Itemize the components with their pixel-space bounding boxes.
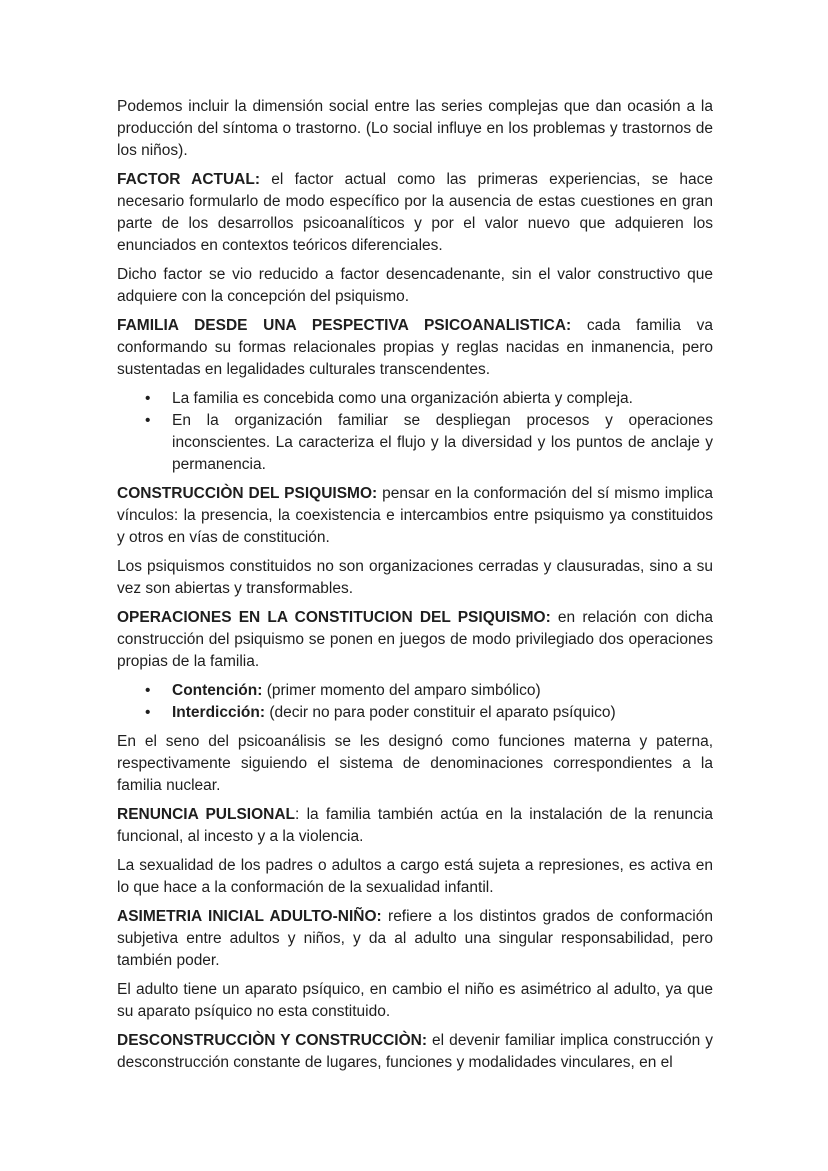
bold-run: DESCONSTRUCCIÒN Y CONSTRUCCIÒN: bbox=[117, 1032, 428, 1049]
list-item bbox=[117, 680, 713, 702]
paragraph bbox=[117, 979, 713, 1023]
paragraph bbox=[117, 315, 713, 381]
text-run: La sexualidad de los padres o adultos a cargo está sujeta a represiones, es activa en lo que hace a la conformación de la sexualidad infantil. bbox=[117, 857, 713, 896]
paragraph bbox=[117, 169, 713, 257]
text-run: cada familia va conformando su formas relacionales propias y reglas nacidas en inmanencia, pero sustentadas en legalidades culturales transcendentes. bbox=[117, 317, 713, 378]
bold-run: FACTOR ACTUAL: bbox=[117, 171, 261, 188]
bold-run: OPERACIONES EN LA CONSTITUCION DEL PSIQUISMO: bbox=[117, 609, 551, 626]
text-run: el devenir familiar implica construcción y desconstrucción constante de lugares, funciones y modalidades vinculares, en el bbox=[117, 1032, 713, 1071]
paragraph bbox=[117, 731, 713, 797]
bold-run: RENUNCIA PULSIONAL bbox=[117, 806, 296, 823]
list-item bbox=[117, 702, 713, 724]
text-run: el factor actual como las primeras experiencias, se hace necesario formularlo de modo específico por la ausencia de estas cuestiones en gran parte de los desarrollos psicoanalíticos y por el valor nuevo que adquieren los enunciados en contextos teóricos diferenciales. bbox=[117, 171, 713, 254]
paragraph bbox=[117, 483, 713, 549]
text-run: La familia es concebida como una organización abierta y compleja. bbox=[172, 390, 633, 407]
paragraph bbox=[117, 96, 713, 162]
list-item bbox=[117, 410, 713, 476]
text-run: El adulto tiene un aparato psíquico, en cambio el niño es asimétrico al adulto, ya que su aparato psíquico no esta constituido. bbox=[117, 981, 713, 1020]
text-run: Podemos incluir la dimensión social entre las series complejas que dan ocasión a la producción del síntoma o trastorno. (Lo social influye en los problemas y trastornos de los niños). bbox=[117, 98, 713, 159]
text-block bbox=[117, 96, 713, 1081]
bold-run: FAMILIA DESDE UNA PESPECTIVA PSICOANALISTICA: bbox=[117, 317, 572, 334]
paragraph bbox=[117, 607, 713, 673]
bold-run: CONSTRUCCIÒN DEL PSIQUISMO: bbox=[117, 485, 378, 502]
paragraph bbox=[117, 804, 713, 848]
paragraph bbox=[117, 1030, 713, 1074]
text-run: (primer momento del amparo simbólico) bbox=[262, 682, 541, 699]
text-run: En el seno del psicoanálisis se les designó como funciones materna y paterna, respectivamente siguiendo el sistema de denominaciones correspondientes a la familia nuclear. bbox=[117, 733, 713, 794]
text-run: (decir no para poder constituir el aparato psíquico) bbox=[265, 704, 616, 721]
bullet-list bbox=[117, 680, 713, 724]
text-run: En la organización familiar se despliegan procesos y operaciones inconscientes. La caracteriza el flujo y la diversidad y los puntos de anclaje y permanencia. bbox=[172, 412, 713, 473]
paragraph bbox=[117, 556, 713, 600]
text-run: Dicho factor se vio reducido a factor desencadenante, sin el valor constructivo que adquiere con la concepción del psiquismo. bbox=[117, 266, 713, 305]
paragraph bbox=[117, 906, 713, 972]
list-item bbox=[117, 388, 713, 410]
text-run: pensar en la conformación del sí mismo implica vínculos: la presencia, la coexistencia e intercambios entre psiquismo ya constituidos y otros en vías de constitución. bbox=[117, 485, 714, 546]
bold-run: Contención: bbox=[172, 682, 263, 699]
text-run: : la familia también actúa en la instalación de la renuncia funcional, al incesto y a la violencia. bbox=[117, 806, 713, 845]
text-run: en relación con dicha construcción del psiquismo se ponen en juegos de modo privilegiado dos operaciones propias de la familia. bbox=[117, 609, 713, 670]
text-run: refiere a los distintos grados de conformación subjetiva entre adultos y niños, y da al adulto una singular responsabilidad, pero también poder. bbox=[117, 908, 713, 969]
paragraph bbox=[117, 855, 713, 899]
bold-run: Interdicción: bbox=[172, 704, 266, 721]
paragraph bbox=[117, 264, 713, 308]
text-run: Los psiquismos constituidos no son organizaciones cerradas y clausuradas, sino a su vez son abiertas y transformables. bbox=[117, 558, 713, 597]
bold-run: ASIMETRIA INICIAL ADULTO-NIÑO: bbox=[117, 908, 382, 925]
bullet-list bbox=[117, 388, 713, 476]
